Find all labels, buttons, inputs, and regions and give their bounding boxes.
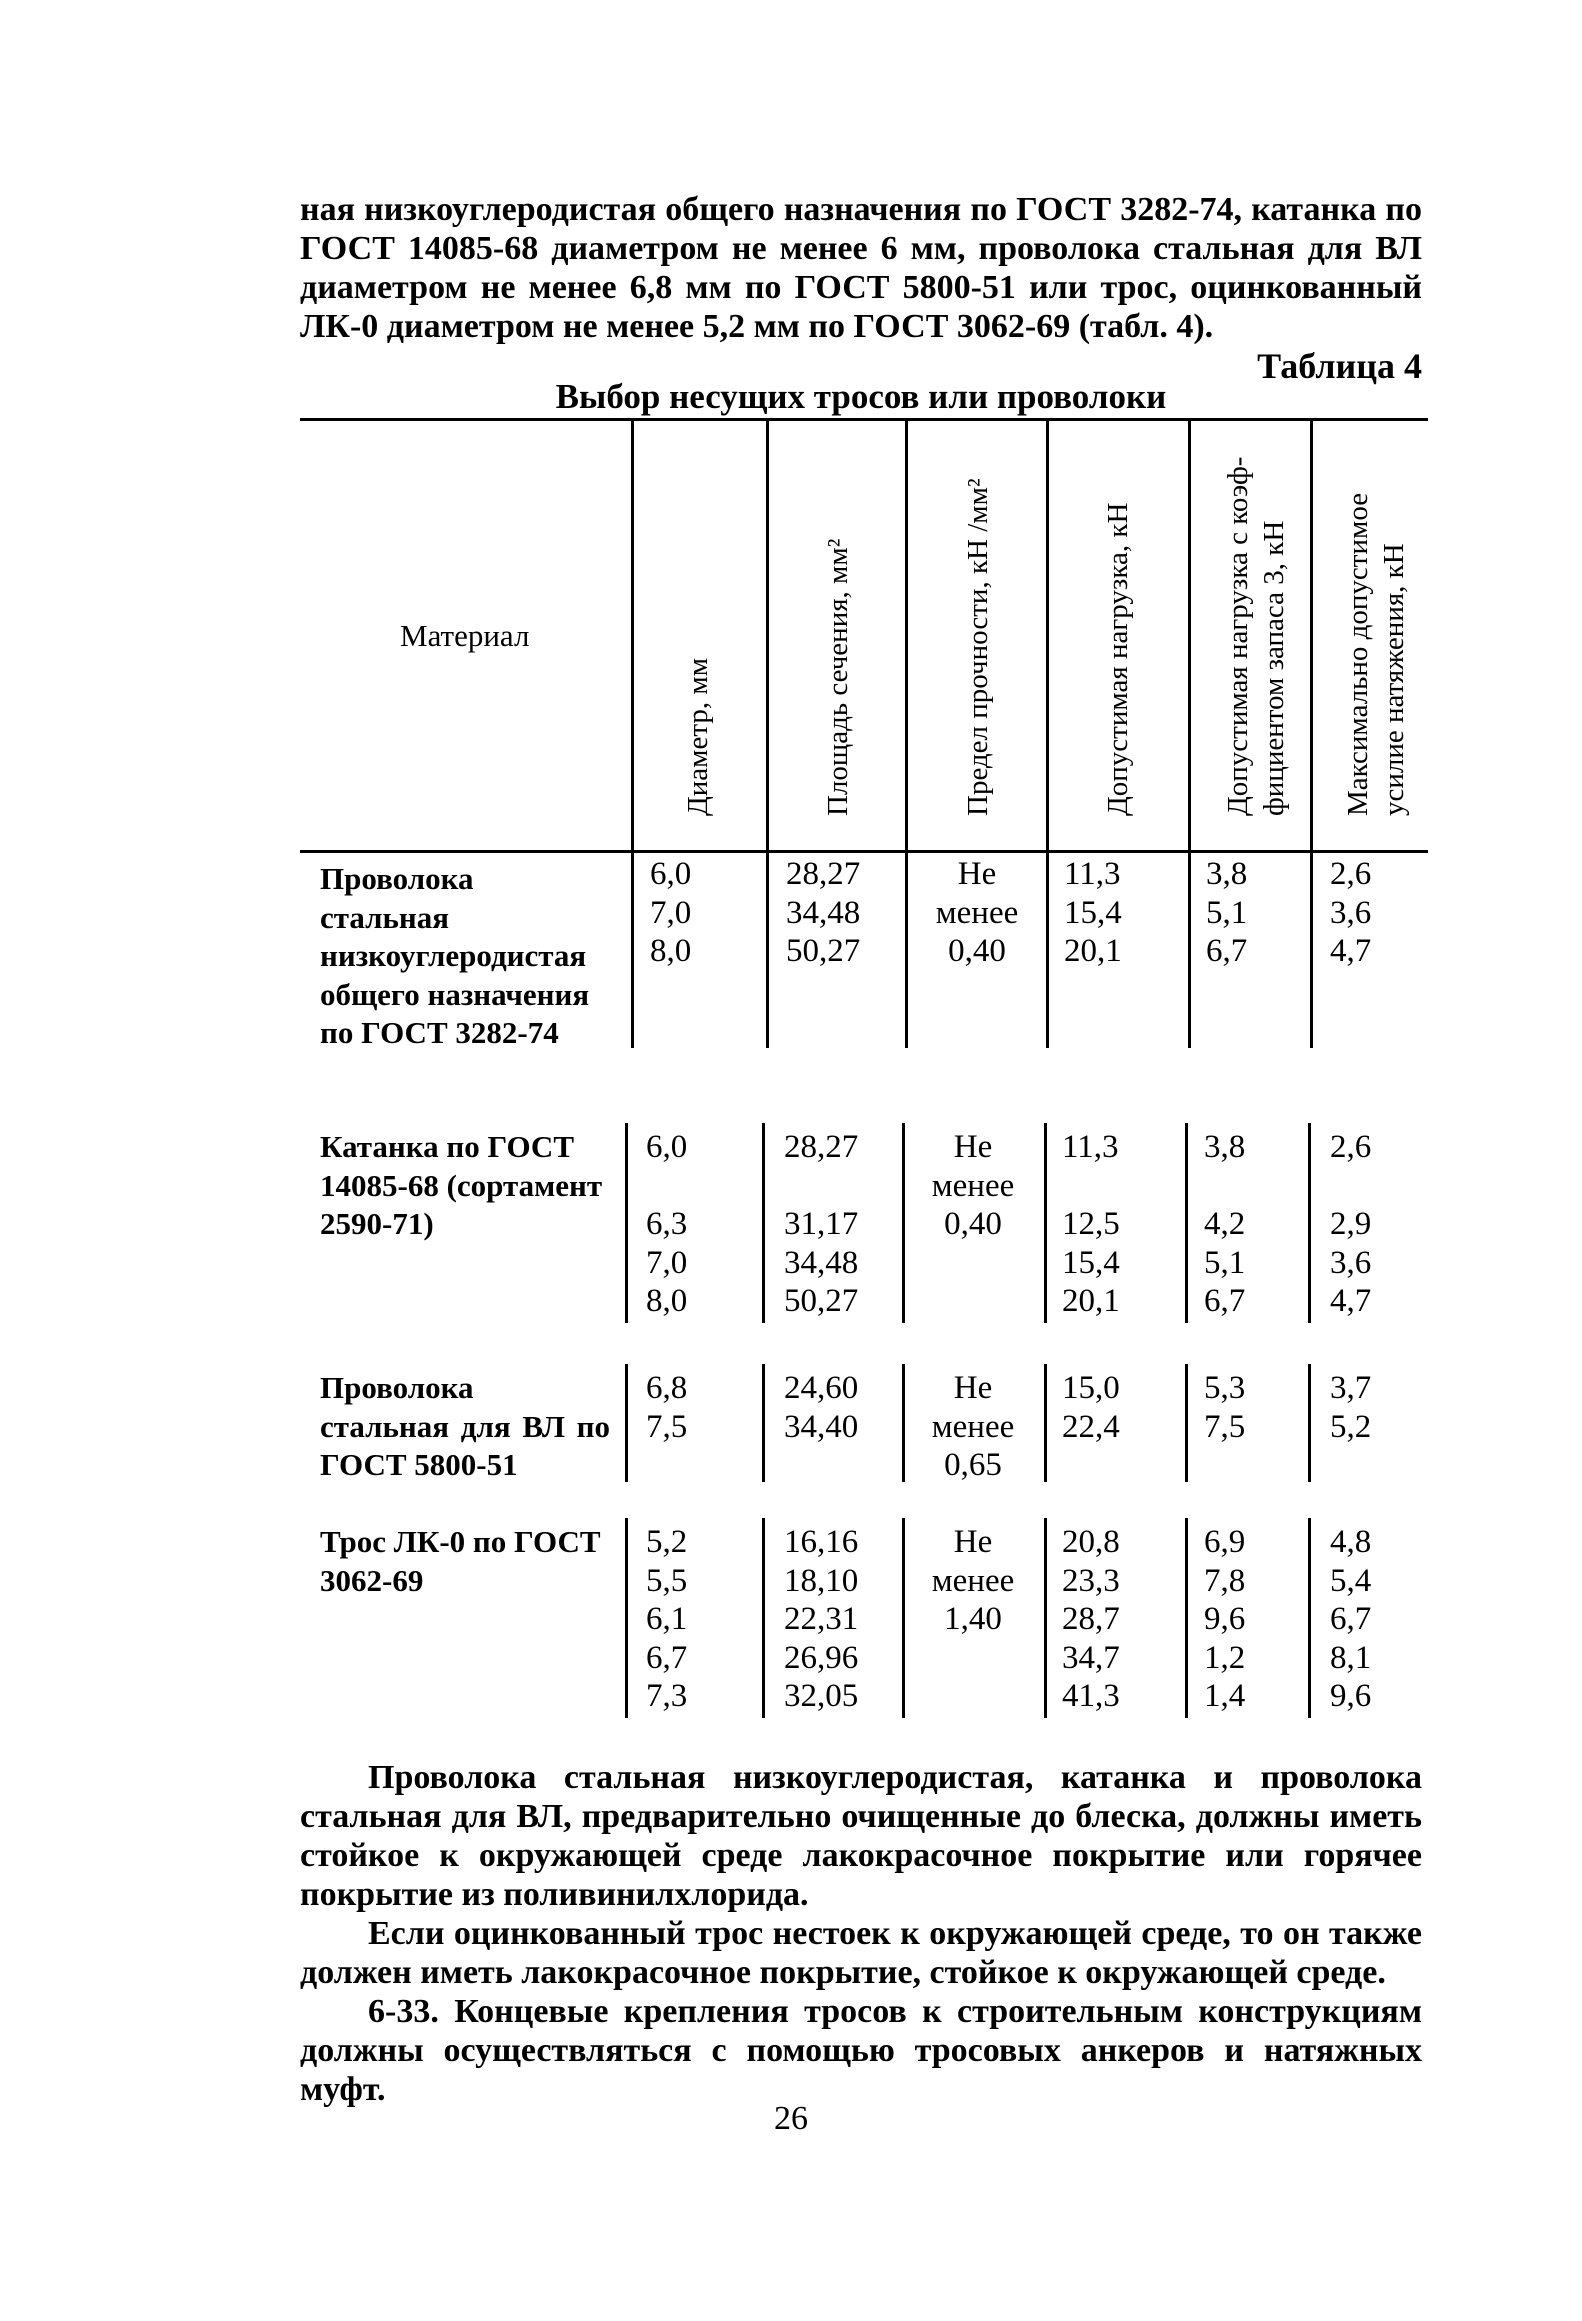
- material-cell: Проволока стальная низкоуглеродистая общего назначения по ГОСТ 3282-74: [320, 861, 590, 1050]
- column-bar: [1044, 1364, 1047, 1482]
- column-bar: [1310, 853, 1313, 1048]
- area-cell: 28,27 34,48 50,27: [786, 856, 861, 969]
- header-divider: [1046, 418, 1049, 850]
- header-load-k3-line1: Допустимая нагрузка с коэф-: [1222, 456, 1254, 816]
- header-divider: [1310, 418, 1313, 850]
- column-bar: [1185, 1364, 1188, 1482]
- column-bar: [1044, 1518, 1047, 1718]
- clause-number: 6-33.: [368, 1993, 439, 2030]
- header-strength: Предел прочности, кН /мм²: [962, 478, 994, 816]
- table-label: Таблица 4: [1257, 346, 1422, 386]
- load-k3-cell: 6,9 7,8 9,6 1,2 1,4: [1204, 1524, 1246, 1714]
- header-divider: [1188, 418, 1191, 850]
- material-cell: Катанка по ГОСТ 14085-68 (сортамент 2590-71): [320, 1129, 603, 1241]
- column-bar: [762, 1518, 765, 1718]
- area-cell: 24,60 34,40: [784, 1370, 859, 1445]
- page-number: 26: [774, 2100, 808, 2137]
- max-cell: 2,6 2,9 3,6 4,7: [1330, 1129, 1372, 1319]
- area-cell: 16,16 18,10 22,31 26,96 32,05: [784, 1524, 859, 1714]
- column-bar: [1046, 853, 1049, 1048]
- area-cell: 28,27 31,17 34,48 50,27: [784, 1129, 859, 1319]
- table-top-rule: [300, 418, 1428, 421]
- header-divider: [905, 418, 908, 850]
- clause-text: Концевые крепления тросов к строительным конструкциям должны осуществляться с помощью тросовых анкеров и натяжных муфт.: [300, 1993, 1422, 2108]
- material-cell: Трос ЛК-0 по ГОСТ 3062-69: [320, 1524, 601, 1598]
- strength-cell: Не менее 0,65: [931, 1370, 1015, 1483]
- column-bar: [762, 1364, 765, 1482]
- header-max-line2: усилие натяжения, кН: [1378, 543, 1410, 816]
- header-divider: [766, 418, 769, 850]
- paragraph-coating: Проволока стальная низкоуглеродистая, катанка и проволока стальная для ВЛ, предварительно очищенные до блеска, должны иметь стойкое к окружающей среде лакокрасочное покрытие или горячее покрытие из поливинилхлорида.: [300, 1759, 1422, 1913]
- diameter-cell: 6,8 7,5: [646, 1370, 688, 1445]
- column-bar: [625, 1123, 628, 1323]
- intro-paragraph: ная низкоуглеродистая общего назначения по ГОСТ 3282-74, катанка по ГОСТ 14085-68 диаметром не менее 6 мм, проволока стальная для ВЛ диаметром не менее 6,8 мм по ГОСТ 5800-51 или трос, оцинкованный ЛК-0 диаметром не менее 5,2 мм по ГОСТ 3062-69 (табл. 4).: [300, 191, 1422, 345]
- column-bar: [1188, 853, 1191, 1048]
- strength-cell: Не менее 0,40: [935, 856, 1019, 969]
- column-bar: [625, 1518, 628, 1718]
- max-cell: 3,7 5,2: [1330, 1370, 1372, 1445]
- table-title: Выбор несущих тросов или проволоки: [555, 377, 1167, 416]
- column-bar: [1308, 1364, 1311, 1482]
- column-bar: [762, 1123, 765, 1323]
- header-material: Материал: [400, 618, 530, 653]
- column-bar: [766, 853, 769, 1048]
- load-k3-cell: 3,8 4,2 5,1 6,7: [1204, 1129, 1246, 1319]
- material-cell: Проволока стальная для ВЛ по ГОСТ 5800-51: [320, 1370, 610, 1482]
- diameter-cell: 6,0 6,3 7,0 8,0: [646, 1129, 688, 1319]
- column-bar: [1185, 1123, 1188, 1323]
- max-cell: 4,8 5,4 6,7 8,1 9,6: [1330, 1524, 1372, 1714]
- header-load: Допустимая нагрузка, кН: [1102, 502, 1134, 816]
- column-bar: [631, 853, 634, 1048]
- table-header-rule: [300, 850, 1428, 853]
- header-load-k3-line2: фициентом запаса 3, кН: [1258, 520, 1290, 816]
- header-diameter: Диаметр, мм: [682, 657, 714, 816]
- load-cell: 11,3 12,5 15,4 20,1: [1062, 1129, 1120, 1319]
- column-bar: [1044, 1123, 1047, 1323]
- diameter-cell: 5,2 5,5 6,1 6,7 7,3: [646, 1524, 688, 1714]
- load-cell: 15,0 22,4: [1062, 1370, 1120, 1445]
- table: [300, 418, 1428, 1720]
- column-bar: [1308, 1518, 1311, 1718]
- column-bar: [1308, 1123, 1311, 1323]
- paragraph-galvanized: Если оцинкованный трос нестоек к окружающей среде, то он также должен иметь лакокрасочное покрытие, стойкое к окружающей среде.: [300, 1915, 1422, 1991]
- header-max-line1: Максимально допустимое: [1342, 492, 1374, 816]
- strength-cell: Не менее 1,40: [931, 1524, 1015, 1637]
- paragraph-6-33: [300, 1992, 1422, 2109]
- diameter-cell: 6,0 7,0 8,0: [650, 856, 692, 969]
- load-cell: 11,3 15,4 20,1: [1064, 856, 1122, 969]
- column-bar: [625, 1364, 628, 1482]
- load-cell: 20,8 23,3 28,7 34,7 41,3: [1062, 1524, 1120, 1714]
- load-k3-cell: 3,8 5,1 6,7: [1206, 856, 1248, 969]
- max-cell: 2,6 3,6 4,7: [1330, 856, 1372, 969]
- header-area: Площадь сечения, мм²: [822, 538, 854, 816]
- strength-cell: Не менее 0,40: [931, 1129, 1015, 1242]
- load-k3-cell: 5,3 7,5: [1204, 1370, 1246, 1445]
- column-bar: [1185, 1518, 1188, 1718]
- header-divider: [631, 418, 634, 850]
